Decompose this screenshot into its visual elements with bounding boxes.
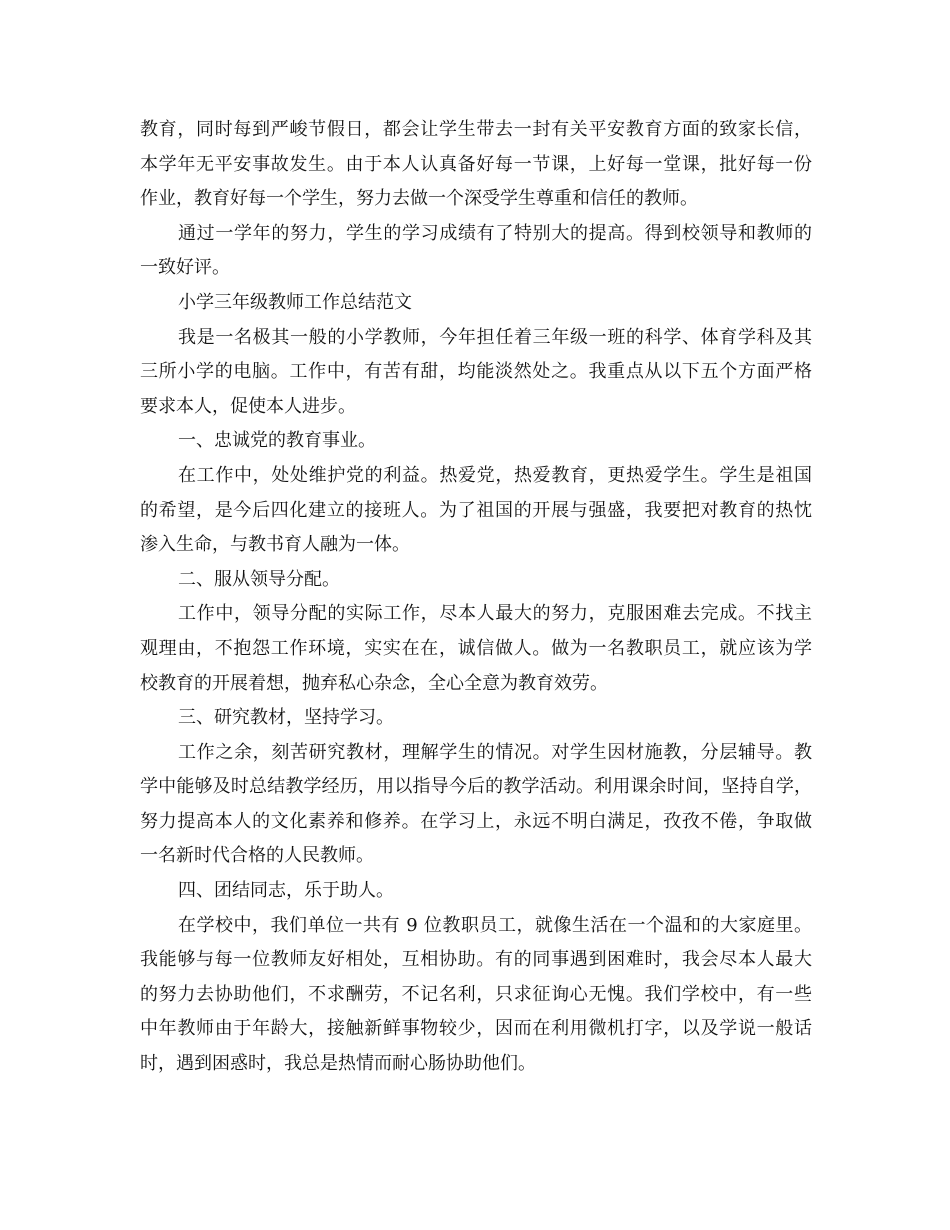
- text-line: 四、团结同志，乐于助人。: [178, 880, 394, 902]
- text-line: 努力提高本人的文化素养和修养。在学习上，永远不明白满足，孜孜不倦，争取做: [140, 810, 812, 832]
- text-line: 工作之余，刻苦研究教材，理解学生的情况。对学生因材施教，分层辅导。教: [178, 741, 812, 763]
- text-line: 教育，同时每到严峻节假日，都会让学生带去一封有关平安教育方面的致家长信，: [140, 119, 812, 140]
- text-line: 工作中，领导分配的实际工作，尽本人最大的努力，克服困难去完成。不找主: [178, 603, 812, 625]
- text-line: 校教育的开展着想，抛弃私心杂念，全心全意为教育效劳。: [140, 672, 608, 694]
- text-line: 一、忠诚党的教育事业。: [178, 430, 376, 452]
- text-line: 作业，教育好每一个学生，努力去做一个深受学生尊重和信任的教师。: [140, 188, 698, 210]
- text-line: 我能够与每一位教师友好相处，互相协助。有的同事遇到困难时，我会尽本人最大: [140, 949, 812, 971]
- text-line: 观理由，不抱怨工作环境，实实在在，诚信做人。做为一名教职员工，就应该为学: [140, 637, 812, 659]
- text-line: 一致好评。: [140, 257, 230, 279]
- text-line: 的努力去协助他们，不求酬劳，不记名利，只求征询心无愧。我们学校中，有一些: [140, 983, 812, 1005]
- text-line: 在学校中，我们单位一共有 9 位教职员工，就像生活在一个温和的大家庭里。: [178, 914, 812, 936]
- text-line: 的希望，是今后四化建立的接班人。为了祖国的开展与强盛，我要把对教育的热忱: [140, 499, 812, 521]
- text-line: 一名新时代合格的人民教师。: [140, 845, 374, 867]
- document-body: [140, 113, 812, 1082]
- text-line: 中年教师由于年龄大，接触新鲜事物较少，因而在利用微机打字，以及学说一般话: [140, 1018, 812, 1040]
- text-line: 本学年无平安事故发生。由于本人认真备好每一节课，上好每一堂课，批好每一份: [140, 153, 812, 175]
- text-line: 小学三年级教师工作总结范文: [178, 291, 412, 313]
- text-line: 三、研究教材，坚持学习。: [178, 707, 394, 729]
- text-line: 在工作中，处处维护党的利益。热爱党，热爱教育，更热爱学生。学生是祖国: [178, 464, 812, 486]
- text-line: 要求本人，促使本人进步。: [140, 395, 356, 417]
- text-line: 时，遇到困惑时，我总是热情而耐心肠协助他们。: [140, 1053, 536, 1075]
- text-line: 我是一名极其一般的小学教师，今年担任着三年级一班的科学、体育学科及其: [178, 326, 812, 348]
- text-line: 渗入生命，与教书育人融为一体。: [140, 534, 410, 556]
- text-line: 学中能够及时总结教学经历，用以指导今后的教学活动。利用课余时间，坚持自学，: [140, 776, 812, 798]
- text-line: 二、服从领导分配。: [178, 568, 340, 590]
- text-line: 三所小学的电脑。工作中，有苦有甜，均能淡然处之。我重点从以下五个方面严格: [140, 361, 812, 383]
- text-line: 通过一学年的努力，学生的学习成绩有了特别大的提高。得到校领导和教师的: [178, 222, 812, 244]
